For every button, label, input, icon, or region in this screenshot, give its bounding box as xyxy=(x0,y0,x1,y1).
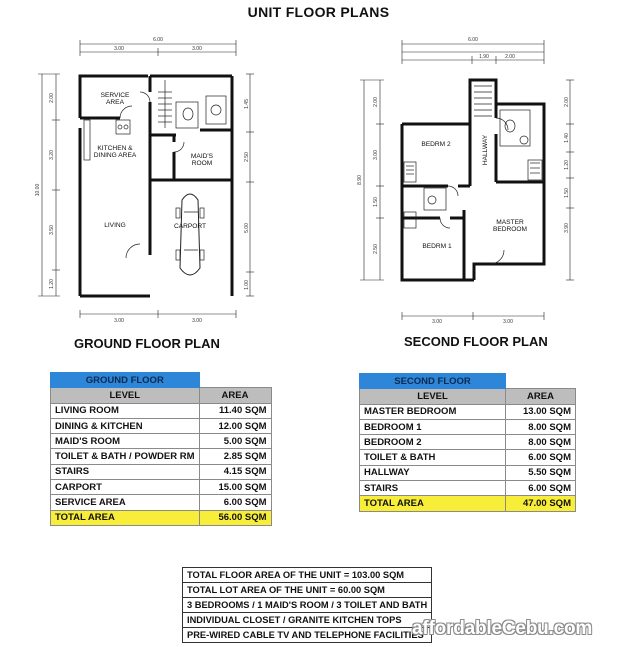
dim-right-d: 1.00 xyxy=(244,280,250,290)
ground-table-title: GROUND FLOOR xyxy=(51,373,200,388)
room-label-service-area: SERVICE AREA xyxy=(100,92,130,106)
ground-walls xyxy=(80,76,232,296)
dim-right-b: 2.50 xyxy=(244,152,250,162)
dim2-right-b: 1.40 xyxy=(564,133,570,143)
table-row: HALLWAY 5.50 SQM xyxy=(360,465,576,480)
dim-left-a: 2.00 xyxy=(49,93,55,103)
total-value: 47.00 SQM xyxy=(506,496,576,511)
dim-top-left: 3.00 xyxy=(114,46,124,52)
table-row: DINING & KITCHEN 12.00 SQM xyxy=(51,418,272,433)
dim2-top-b: 2.00 xyxy=(505,54,515,60)
room-label-carport: CARPORT xyxy=(173,223,207,230)
room-label-hallway: HALLWAY xyxy=(482,134,489,166)
table-row: CARPORT 15.00 SQM xyxy=(51,480,272,495)
dim2-left-c: 1.50 xyxy=(373,197,379,207)
summary-row xyxy=(183,598,432,613)
table-row: BEDROOM 1 8.00 SQM xyxy=(360,419,576,434)
summary-row xyxy=(183,568,432,583)
summary-total-lot-area: TOTAL LOT AREA OF THE UNIT = 60.00 SQM xyxy=(183,583,432,598)
second-table-title: SECOND FLOOR xyxy=(360,374,506,389)
dim2-left-total: 8.90 xyxy=(357,175,363,185)
dim2-right-e: 3.90 xyxy=(564,223,570,233)
dim2-top-a: 1.90 xyxy=(479,54,489,60)
second-floor-plan-drawing xyxy=(318,0,637,330)
ground-floor-plan-drawing xyxy=(0,0,318,330)
dim2-top-total: 6.00 xyxy=(468,37,478,43)
dim2-left-b: 3.00 xyxy=(373,150,379,160)
dim-top-right: 3.00 xyxy=(192,46,202,52)
room-label-living: LIVING xyxy=(104,222,126,229)
dim2-right-d: 1.50 xyxy=(564,188,570,198)
total-label: TOTAL AREA xyxy=(51,510,200,525)
summary-cable-phone: PRE-WIRED CABLE TV AND TELEPHONE FACILITIES xyxy=(183,628,432,643)
table-header-row xyxy=(51,373,272,388)
dim-bottom-left: 3.00 xyxy=(114,318,124,324)
dim-left-c: 3.50 xyxy=(49,225,55,235)
dim2-right-a: 2.00 xyxy=(564,97,570,107)
total-row xyxy=(51,510,272,525)
dim-left-total: 10.00 xyxy=(35,183,41,197)
total-value: 56.00 SQM xyxy=(199,510,271,525)
dim-top-total: 6.00 xyxy=(153,37,163,43)
dim2-left-a: 2.00 xyxy=(373,97,379,107)
unit-summary-table xyxy=(182,567,432,643)
dim2-bottom-left: 3.00 xyxy=(432,319,442,325)
summary-row xyxy=(183,613,432,628)
table-header-row xyxy=(360,374,576,389)
second-floor-plan-caption: SECOND FLOOR PLAN xyxy=(404,334,548,349)
dim2-left-d: 2.50 xyxy=(373,244,379,254)
summary-row xyxy=(183,583,432,598)
total-label: TOTAL AREA xyxy=(360,496,506,511)
dim2-right-c: 1.20 xyxy=(564,160,570,170)
table-row: TOILET & BATH 6.00 SQM xyxy=(360,450,576,465)
column-header-row xyxy=(360,389,576,404)
room-label-bedrm-2: BEDRM 2 xyxy=(421,141,451,148)
car-icon xyxy=(173,194,207,275)
summary-row xyxy=(183,628,432,643)
table-row: STAIRS 4.15 SQM xyxy=(51,464,272,479)
table-row: SERVICE AREA 6.00 SQM xyxy=(51,495,272,510)
room-label-maids-room: MAID'S ROOM xyxy=(190,153,214,167)
room-label-kitchen-dining: KITCHEN & DINING AREA xyxy=(93,145,137,159)
watermark: affordableCebu.com xyxy=(412,618,593,639)
column-header-area: AREA xyxy=(199,388,271,403)
room-label-bedrm-1: BEDRM 1 xyxy=(422,243,452,250)
second-floor-area-table xyxy=(359,373,576,512)
table-row: BEDROOM 2 8.00 SQM xyxy=(360,435,576,450)
summary-rooms: 3 BEDROOMS / 1 MAID'S ROOM / 3 TOILET AND BATH xyxy=(183,598,432,613)
column-header-level: LEVEL xyxy=(51,388,200,403)
table-row: MASTER BEDROOM 13.00 SQM xyxy=(360,404,576,419)
ground-stairs-and-fixtures xyxy=(84,80,226,275)
column-header-level: LEVEL xyxy=(360,389,506,404)
ground-floor-plan-caption: GROUND FLOOR PLAN xyxy=(74,336,220,351)
column-header-area: AREA xyxy=(506,389,576,404)
ground-floor-area-table xyxy=(50,372,272,526)
table-row: MAID'S ROOM 5.00 SQM xyxy=(51,434,272,449)
dim-left-b: 3.20 xyxy=(49,150,55,160)
dim-left-d: 1.20 xyxy=(49,279,55,289)
summary-total-floor-area: TOTAL FLOOR AREA OF THE UNIT = 103.00 SQM xyxy=(183,568,432,583)
total-row xyxy=(360,496,576,511)
column-header-row xyxy=(51,388,272,403)
dim-bottom-right: 3.00 xyxy=(192,318,202,324)
dim-right-a: 1.45 xyxy=(244,99,250,109)
page-title: UNIT FLOOR PLANS xyxy=(247,4,390,20)
dim-right-c: 5.00 xyxy=(244,223,250,233)
table-row: TOILET & BATH / POWDER RM 2.85 SQM xyxy=(51,449,272,464)
second-stairs-and-fixtures xyxy=(404,86,542,264)
table-row: LIVING ROOM 11.40 SQM xyxy=(51,403,272,418)
room-label-master-bedroom: MASTER BEDROOM xyxy=(492,219,528,233)
summary-closet-kitchen: INDIVIDUAL CLOSET / GRANITE KITCHEN TOPS xyxy=(183,613,432,628)
table-row: STAIRS 6.00 SQM xyxy=(360,481,576,496)
dim2-bottom-right: 3.00 xyxy=(503,319,513,325)
